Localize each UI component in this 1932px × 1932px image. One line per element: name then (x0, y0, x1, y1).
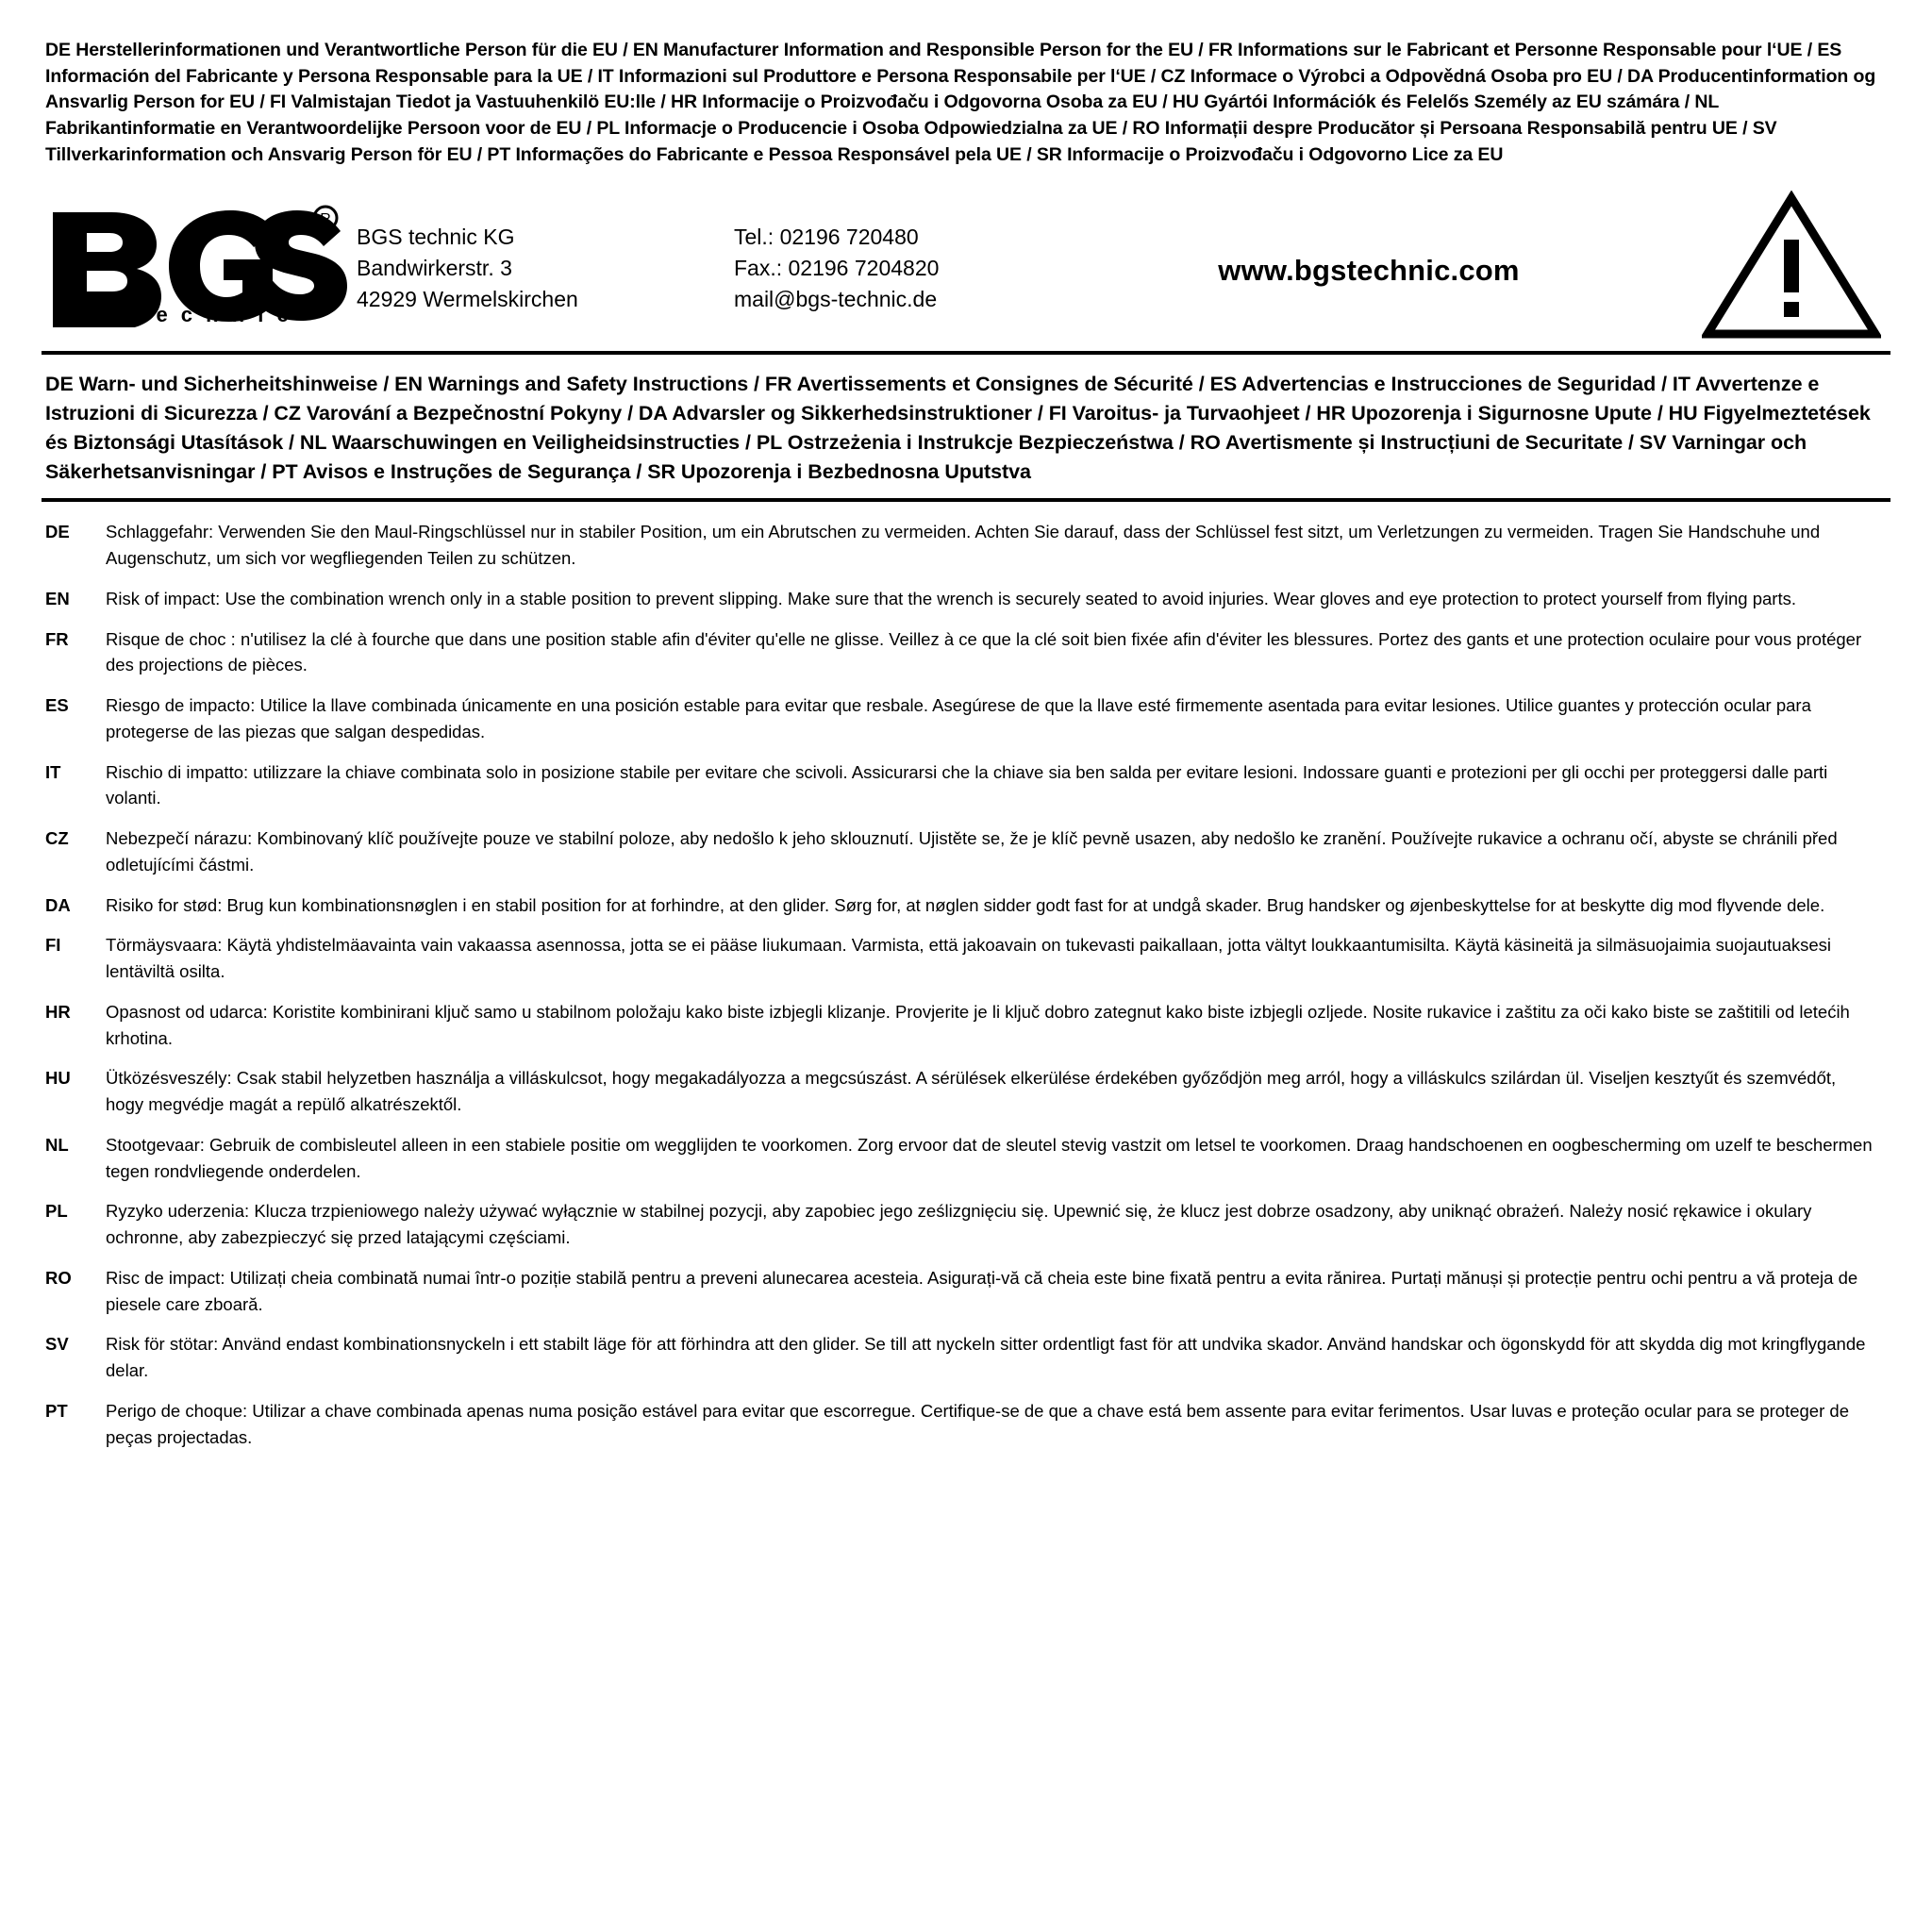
language-code: RO (45, 1267, 72, 1288)
list-item (45, 892, 1887, 919)
language-code: PT (45, 1400, 68, 1421)
multilingual-manufacturer-heading: DE Herstellerinformationen und Verantwortliche Person für die EU / EN Manufacturer Information and Responsible Person for the EU / FR Informations sur le Fabricant et Personne Responsable pour l‘UE / ES Información del Fabricante y Persona Responsable para la UE / IT Informazioni sul Produttore e Persona Responsabile per l‘UE / CZ Informace o Výrobci a Odpovědná Osoba pro EU / DA Producentinformation og Ansvarlig Person for EU / FI Valmistajan Tiedot ja Vastuuhenkilö EU:lle / HR Informacije o Proizvođaču i Odgovorna Osoba za EU / HU Gyártói Információk és Felelős Személy az EU számára / NL Fabrikantinformatie en Verantwoordelijke Persoon voor de EU / PL Informacje o Producencie i Osoba Odpowiedzialna za UE / RO Informații despre Producător și Persoana Responsabilă pentru UE / SV Tillverkarinformation och Ansvarig Person för EU / PT Informações do Fabricante e Pessoa Responsável pela UE / SR Informacije o Proizvođaču i Odgovorno Lice za EU (45, 40, 1876, 165)
language-code: CZ (45, 828, 69, 848)
list-item (45, 1331, 1887, 1384)
list-item (45, 1398, 1887, 1451)
language-code: EN (45, 588, 70, 608)
language-text: Riesgo de impacto: Utilice la llave combinada únicamente en una posición estable para evitar que resbale. Asegúrese de que la llave esté firmemente asentada para evitar lesiones. Utilice guantes y protección ocular para protegerse de las piezas que salgan despedidas. (106, 695, 1811, 741)
language-code: IT (45, 761, 61, 782)
list-item (45, 1065, 1887, 1118)
safety-instruction-list (42, 519, 1890, 1450)
list-item (45, 1198, 1887, 1251)
company-header (42, 185, 1890, 355)
language-text: Risk of impact: Use the combination wrench only in a stable position to prevent slipping. Make sure that the wrench is securely seated to avoid injuries. Wear gloves and eye protection to protect yourself from flying parts. (106, 588, 1796, 608)
list-item (45, 759, 1887, 812)
language-code: PL (45, 1201, 68, 1222)
warning-triangle (1664, 191, 1887, 341)
company-website: www.bgstechnic.com (1218, 254, 1520, 288)
language-text: Perigo de choque: Utilizar a chave combinada apenas numa posição estável para evitar que escorregue. Certifique-se de que a chave está bem assente para evitar ferimentos. Usar luvas e proteção ocular para se proteger de peças projectadas. (106, 1400, 1849, 1447)
language-text: Risiko for stød: Brug kun kombinationsnøglen i en stabil position for at forhindre, at den glider. Sørg for, at nøglen sidder godt fast for at undgå skader. Brug handsker og øjenbeskyttelse for at beskytte dig mod flyvende dele. (106, 894, 1825, 915)
company-email: mail@bgs-technic.de (734, 286, 938, 311)
language-code: DE (45, 522, 70, 542)
svg-text:t e c h n i c: t e c h n i c (136, 303, 292, 327)
language-text: Rischio di impatto: utilizzare la chiave combinata solo in posizione stabile per evitare che scivoli. Assicurarsi che la chiave sia ben salda per evitare lesioni. Indossare guanti e protezioni per gli occhi per proteggersi dalle parti volanti. (106, 761, 1828, 808)
language-text: Ütközésveszély: Csak stabil helyzetben használja a villáskulcsot, hogy megakadályozza a megcsúszást. A sérülések elkerülése érdekében győződjön meg arról, hogy a villáskulcs szilárdan ül. Viseljen kesztyűt és szemvédőt, hogy megvédje magát a repülő alkatrészektől. (106, 1068, 1837, 1114)
bgs-logo (45, 205, 357, 327)
multilingual-safety-heading: DE Warn- und Sicherheitshinweise / EN Warnings and Safety Instructions / FR Avertissements et Consignes de Sécurité / ES Advertencias e Instrucciones de Seguridad / IT Avvertenze e Istruzioni di Sicurezza / CZ Varování a Bezpečnostní Pokyny / DA Advarsler og Sikkerhedsinstruktioner / FI Varoitus- ja Turvaohjeet / HR Upozorenja i Sigurnosne Upute / HU Figyelmeztetések és Biztonsági Utasítások / NL Waarschuwingen en Veiligheidsinstructies / PL Ostrzeżenia i Instrukcje Bezpieczeństwa / RO Avertismente și Instrucțiuni de Securitate / SV Varningar och Säkerhetsanvisningar / PT Avisos e Instruções de Segurança / SR Upozorenja i Bezbednosna Uputstva (42, 355, 1890, 502)
bgs-logo-icon (45, 205, 357, 327)
list-item (45, 519, 1887, 572)
company-name: BGS technic KG (357, 225, 515, 250)
list-item (45, 1265, 1887, 1318)
company-tel: Tel.: 02196 720480 (734, 225, 919, 250)
warning-triangle-icon (1702, 191, 1881, 341)
language-text: Risk för stötar: Använd endast kombinationsnyckeln i ett stabilt läge för att förhindra att den glider. Se till att nyckeln sitter ordentligt fast för att undvika skador. Använd handskar och ögonskydd för att skydda dig mot kringflygande delar. (106, 1334, 1866, 1380)
list-item (45, 626, 1887, 679)
list-item (45, 932, 1887, 985)
language-text: Opasnost od udarca: Koristite kombinirani ključ samo u stabilnom položaju kako biste izbjegli klizanje. Provjerite je li ključ dobro zategnut kako biste izbjegli ozljede. Nosite rukavice i zaštitu za oči kako biste se zaštitili od letećih krhotina. (106, 1001, 1850, 1048)
language-code: FR (45, 628, 69, 649)
language-text: Stootgevaar: Gebruik de combisleutel alleen in een stabiele positie om wegglijden te voorkomen. Zorg ervoor dat de sleutel stevig vastzit om letsel te voorkomen. Draag handschoenen en oogbescherming om uzelf te beschermen tegen rondvliegende onderdelen. (106, 1134, 1873, 1181)
company-street: Bandwirkerstr. 3 (357, 256, 512, 281)
list-item (45, 1132, 1887, 1185)
language-code: FI (45, 935, 61, 956)
language-code: HR (45, 1001, 71, 1022)
language-code: SV (45, 1334, 69, 1355)
list-item (45, 825, 1887, 878)
company-city: 42929 Wermelskirchen (357, 286, 578, 311)
language-text: Risque de choc : n'utilisez la clé à fourche que dans une position stable afin d'éviter qu'elle ne glisse. Veillez à ce que la clé soit bien fixée afin d'éviter les blessures. Portez des gants et une protection oculaire pour vous protéger des projections de pièces. (106, 628, 1862, 675)
svg-text:R: R (320, 211, 331, 228)
list-item (45, 999, 1887, 1052)
language-code: ES (45, 695, 69, 715)
list-item (45, 586, 1887, 612)
company-contact (734, 218, 1074, 314)
language-text: Ryzyko uderzenia: Klucza trzpieniowego należy używać wyłącznie w stabilnej pozycji, aby zapobiec jego ześlizgnięciu się. Upewnić się, że klucz jest dobrze osadzony, aby uniknąć obrażeń. Należy nosić rękawice i okulary ochronne, aby zabezpieczyć się przed latającymi częściami. (106, 1201, 1812, 1247)
language-text: Schlaggefahr: Verwenden Sie den Maul-Ringschlüssel nur in stabiler Position, um ein Abrutschen zu vermeiden. Achten Sie darauf, dass der Schlüssel fest sitzt, um Verletzungen zu vermeiden. Tragen Sie Handschuhe und Augenschutz, um sich vor wegfliegenden Teilen zu schützen. (106, 522, 1821, 568)
language-text: Nebezpečí nárazu: Kombinovaný klíč používejte pouze ve stabilní poloze, aby nedošlo k jeho sklouznutí. Ujistěte se, že je klíč pevně usazen, aby nedošlo ke zranění. Používejte rukavice a ochranu očí, abyste se chránili před odletujícími částmi. (106, 828, 1838, 874)
language-text: Risc de impact: Utilizați cheia combinată numai într-o poziție stabilă pentru a preveni alunecarea acesteia. Asigurați-vă că cheia este bine fixată pentru a evita rănirea. Purtați mănuși și protecție pentru ochi pentru a vă proteja de piesele care zboară. (106, 1267, 1858, 1314)
company-fax: Fax.: 02196 7204820 (734, 256, 940, 281)
list-item (45, 692, 1887, 745)
language-code: DA (45, 894, 71, 915)
language-text: Törmäysvaara: Käytä yhdistelmäavainta vain vakaassa asennossa, jotta se ei pääse liukumaan. Varmista, että jakoavain on tukevasti paikallaan, jotta vältyt loukkaantumisilta. Käytä käsineitä ja silmäsuojaimia suojautuaksesi lentäviltä osilta. (106, 935, 1832, 981)
company-address (357, 218, 734, 314)
language-code: NL (45, 1134, 69, 1155)
language-code: HU (45, 1068, 71, 1089)
